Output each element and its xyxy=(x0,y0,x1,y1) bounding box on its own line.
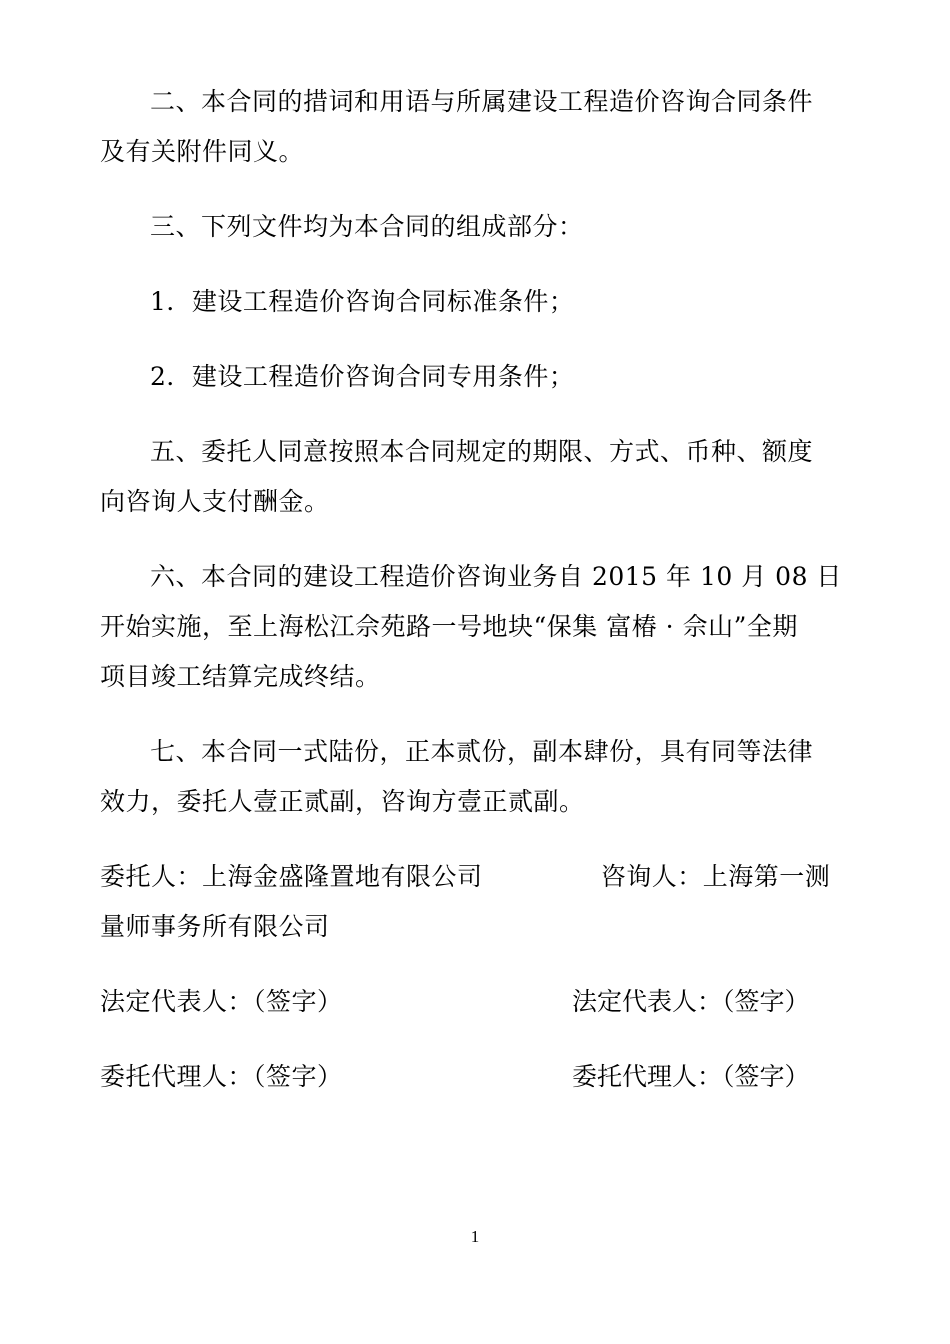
clause-3: 三、下列文件均为本合同的组成部分： xyxy=(150,212,584,241)
clause-2-line-2: 及有关附件同义。 xyxy=(100,137,305,166)
clause-3-item-2: 2．建设工程造价咨询合同专用条件； xyxy=(150,362,575,391)
consultant-legal-rep-signature: 法定代表人：（签字） xyxy=(572,987,810,1016)
parties-line-2: 量师事务所有限公司 xyxy=(100,912,330,941)
consultant-agent-signature: 委托代理人：（签字） xyxy=(572,1062,810,1091)
page-number: 1 xyxy=(470,1227,480,1246)
clause-2-line-1: 二、本合同的措词和用语与所属建设工程造价咨询合同条件 xyxy=(150,87,814,116)
client-agent-signature: 委托代理人：（签字） xyxy=(100,1062,343,1091)
clause-5-line-2: 向咨询人支付酬金。 xyxy=(100,487,330,516)
client-legal-rep-signature: 法定代表人：（签字） xyxy=(100,987,343,1016)
clause-6-line-3: 项目竣工结算完成终结。 xyxy=(100,662,381,691)
clause-7-line-2: 效力，委托人壹正贰副，咨询方壹正贰副。 xyxy=(100,787,585,816)
clause-7-line-1: 七、本合同一式陆份，正本贰份，副本肆份，具有同等法律 xyxy=(150,737,814,766)
clause-5-line-1: 五、委托人同意按照本合同规定的期限、方式、币种、额度 xyxy=(150,437,814,466)
clause-3-item-1: 1．建设工程造价咨询合同标准条件； xyxy=(150,287,575,316)
parties-line-1: 委托人：上海金盛隆置地有限公司 咨询人：上海第一测 xyxy=(100,862,831,891)
clause-6-line-1: 六、本合同的建设工程造价咨询业务自 2015 年 10 月 08 日 xyxy=(150,562,842,591)
clause-6-line-2: 开始实施，至上海松江佘苑路一号地块“保集 富椿 · 佘山”全期 xyxy=(100,612,798,641)
